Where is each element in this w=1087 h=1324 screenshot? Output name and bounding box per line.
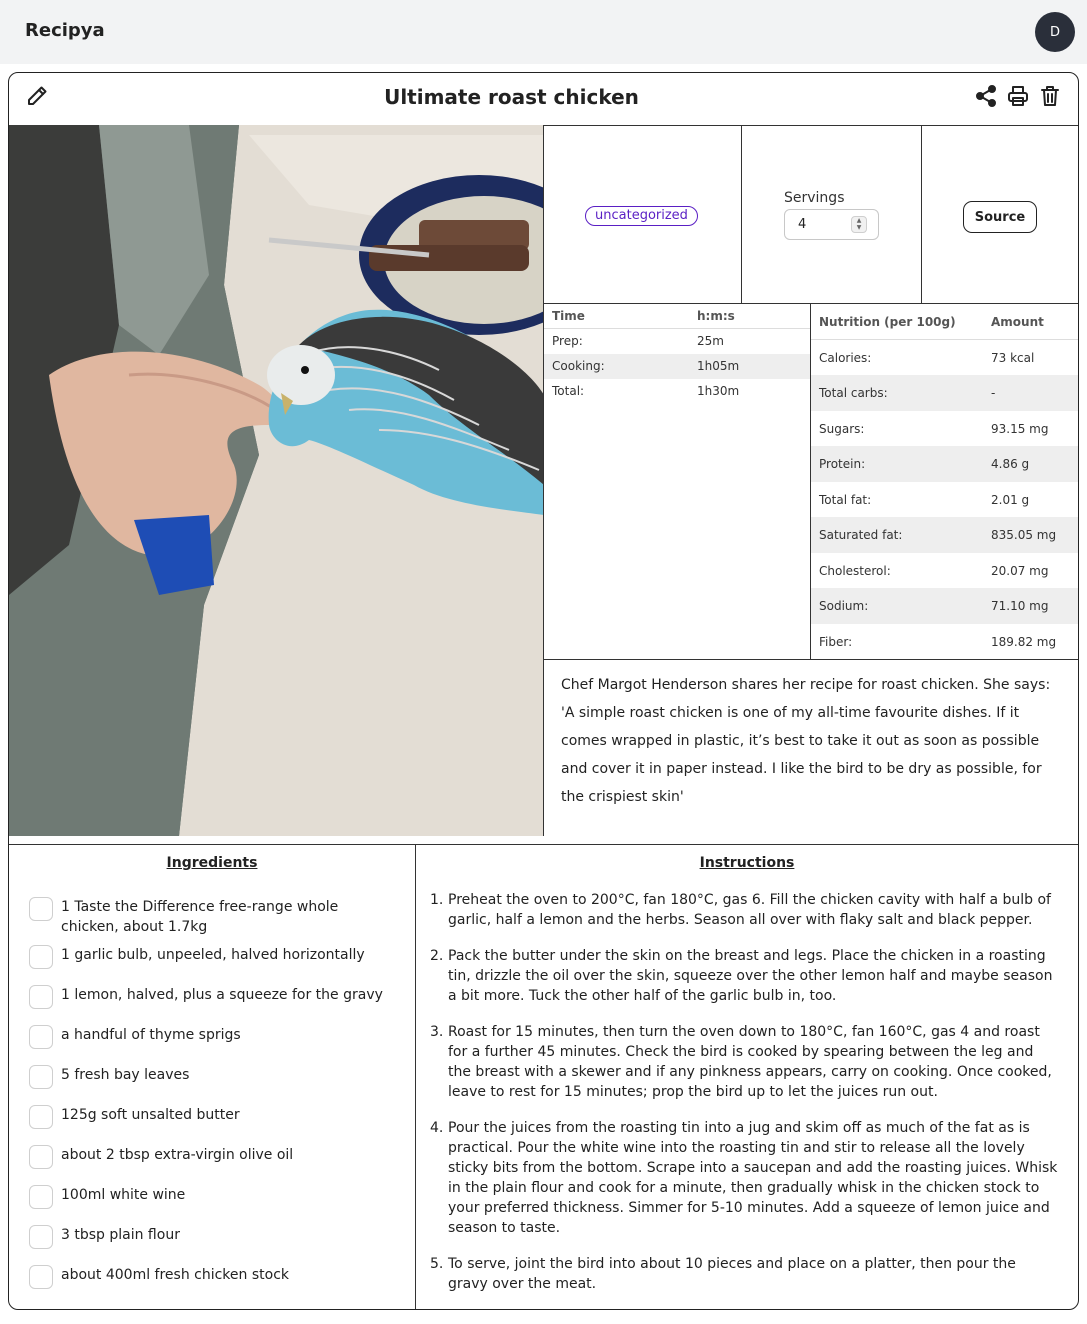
instruction-text: Pour the juices from the roasting tin into a jug and skim off as much of the fat as is practical. Pour the white wine into the roasting tin and stir to release all the lovely sticky bits from the bottom. Scrape into a saucepan and add the roasting juices. Whisk in the plain flour and cook for a minute, then gradually whisk in the chicken stock to your preferred thickness. Simmer for 5-10 minutes. Add a squeeze of lemon juice and season to taste.	[448, 1120, 1058, 1236]
share-icon	[974, 84, 998, 108]
instructions-title: Instructions	[699, 855, 795, 871]
instruction-text: Roast for 15 minutes, then turn the oven down to 180°C, fan 160°C, gas 4 and roast for a further 45 minutes. Check the bird is cooked by spearing between the leg and the breast with a skewer and if any pinkness appears, carry on cooking. Once cooked, leave to rest for 15 minutes; prop the bird up to let the juices run out.	[448, 1024, 1052, 1100]
ingredient-text: 100ml white wine	[61, 1187, 186, 1203]
recipe-card	[8, 72, 1079, 1310]
times-header-hms: h:m:s	[697, 309, 735, 323]
ingredient-checkbox[interactable]	[29, 985, 53, 1009]
ingredient-checkbox[interactable]	[29, 1225, 53, 1249]
source-button[interactable]: Source	[963, 201, 1037, 233]
servings-input[interactable]	[784, 209, 879, 240]
instruction-number: 1.	[430, 892, 444, 908]
recipe-title: Ultimate roast chicken	[384, 85, 639, 109]
ingredients-title: Ingredients	[166, 855, 258, 871]
instruction-text: Pack the butter under the skin on the breast and legs. Place the chicken in a roasting tin, drizzle the oil over the skin, squeeze over the other lemon half and maybe season a bit more. Tuck the other half of the garlic bulb in, too.	[448, 948, 1053, 1004]
ingredient-text: 5 fresh bay leaves	[61, 1067, 190, 1083]
nutrition-row-label: Cholesterol:	[819, 564, 891, 578]
nutrition-row	[811, 624, 1079, 660]
nutrition-table-header	[811, 304, 1079, 340]
ingredient-text: a handful of thyme sprigs	[61, 1027, 241, 1043]
category-cell	[544, 126, 742, 304]
recipe-image[interactable]	[9, 125, 544, 836]
nutrition-row	[811, 446, 1079, 482]
ingredient-checkbox[interactable]	[29, 1145, 53, 1169]
nutrition-row-value: 71.10 mg	[991, 599, 1049, 613]
nutrition-header-amount: Amount	[991, 315, 1044, 329]
times-header-time: Time	[552, 309, 585, 323]
instruction-number: 3.	[430, 1024, 444, 1040]
user-avatar[interactable]: D	[1035, 12, 1075, 52]
nutrition-row	[811, 517, 1079, 553]
ingredient-checkbox[interactable]	[29, 1265, 53, 1289]
nutrition-row-value: 73 kcal	[991, 351, 1035, 365]
nutrition-row	[811, 375, 1079, 411]
servings-label: Servings	[784, 190, 845, 206]
ingredient-checkbox[interactable]	[29, 1025, 53, 1049]
times-row-value: 25m	[697, 334, 724, 348]
nutrition-row-value: 4.86 g	[991, 457, 1030, 471]
nutrition-row-label: Saturated fat:	[819, 528, 903, 542]
ingredient-text: about 400ml fresh chicken stock	[61, 1267, 290, 1283]
nutrition-row-label: Sodium:	[819, 599, 869, 613]
nutrition-row-value: -	[991, 386, 996, 400]
nutrition-row	[811, 411, 1079, 447]
times-row-label: Total:	[552, 384, 585, 398]
recipe-body	[9, 844, 1079, 1310]
ingredient-text: 125g soft unsalted butter	[61, 1107, 240, 1123]
instructions-panel	[416, 845, 1078, 1310]
ingredients-panel	[9, 845, 416, 1310]
ingredient-checkbox[interactable]	[29, 1105, 53, 1129]
recipe-description: Chef Margot Henderson shares her recipe for roast chicken. She says: 'A simple roast chicken is one of my all-time favourite dishes. If it comes wrapped in plastic, it’s best to take it out as soon as possible and cover it in paper instead. I like the bird to be dry as possible, for the crispiest skin'	[561, 677, 1051, 805]
ingredient-checkbox[interactable]	[29, 1065, 53, 1089]
nutrition-row-label: Calories:	[819, 351, 872, 365]
servings-cell	[742, 126, 922, 304]
times-row-label: Prep:	[552, 334, 583, 348]
times-row-label: Cooking:	[552, 359, 605, 373]
ingredient-text: 1 lemon, halved, plus a squeeze for the gravy	[61, 987, 383, 1003]
nutrition-row	[811, 553, 1079, 589]
ingredient-text: 1 garlic bulb, unpeeled, halved horizontally	[61, 947, 365, 963]
servings-stepper[interactable]: ▲ ▼	[851, 216, 867, 233]
nutrition-header-name: Nutrition (per 100g)	[819, 315, 956, 329]
category-badge[interactable]: uncategorized	[585, 206, 698, 226]
times-row-cooking	[544, 354, 810, 379]
times-row-value: 1h05m	[697, 359, 740, 373]
ingredient-text: 1 Taste the Difference free-range whole chicken, about 1.7kg	[61, 899, 339, 935]
instruction-number: 2.	[430, 948, 444, 964]
print-button[interactable]	[1006, 84, 1030, 108]
recipe-photo	[9, 125, 544, 836]
delete-button[interactable]	[1038, 84, 1062, 108]
nutrition-row	[811, 482, 1079, 518]
recipe-header	[9, 73, 1078, 125]
times-table-header	[544, 304, 810, 329]
source-cell	[922, 126, 1079, 304]
instruction-text: To serve, joint the bird into about 10 pieces and place on a platter, then pour the gravy over the meat.	[448, 1256, 1016, 1292]
servings-value: 4	[798, 217, 807, 232]
nutrition-row	[811, 340, 1079, 376]
times-row-value: 1h30m	[697, 384, 740, 398]
nutrition-row-value: 2.01 g	[991, 493, 1030, 507]
nutrition-row-label: Protein:	[819, 457, 866, 471]
times-row-total	[544, 379, 810, 404]
nutrition-row-label: Sugars:	[819, 422, 865, 436]
ingredient-checkbox[interactable]	[29, 945, 53, 969]
trash-icon	[1038, 84, 1062, 108]
printer-icon	[1006, 84, 1030, 108]
share-button[interactable]	[974, 84, 998, 108]
nutrition-row-value: 189.82 mg	[991, 635, 1057, 649]
ingredient-text: 3 tbsp plain flour	[61, 1227, 180, 1243]
times-row-prep	[544, 329, 810, 354]
instruction-number: 5.	[430, 1256, 444, 1272]
instruction-number: 4.	[430, 1120, 444, 1136]
ingredient-text: about 2 tbsp extra-virgin olive oil	[61, 1147, 294, 1163]
nutrition-row-value: 835.05 mg	[991, 528, 1057, 542]
nutrition-row	[811, 588, 1079, 624]
nutrition-row-value: 93.15 mg	[991, 422, 1049, 436]
times-table	[544, 304, 811, 660]
nutrition-table	[811, 304, 1079, 660]
nutrition-row-label: Total fat:	[819, 493, 872, 507]
nutrition-row-label: Total carbs:	[819, 386, 888, 400]
ingredient-checkbox[interactable]	[29, 897, 53, 921]
ingredient-checkbox[interactable]	[29, 1185, 53, 1209]
nutrition-row-label: Fiber:	[819, 635, 853, 649]
app-logo[interactable]: Recipya	[25, 20, 105, 41]
nutrition-row-value: 20.07 mg	[991, 564, 1049, 578]
recipe-info	[544, 125, 1079, 836]
top-bar	[0, 0, 1087, 64]
instruction-text: Preheat the oven to 200°C, fan 180°C, gas 6. Fill the chicken cavity with half a bulb of garlic, half a lemon and the herbs. Season all over with flaky salt and black pepper.	[448, 892, 1051, 928]
